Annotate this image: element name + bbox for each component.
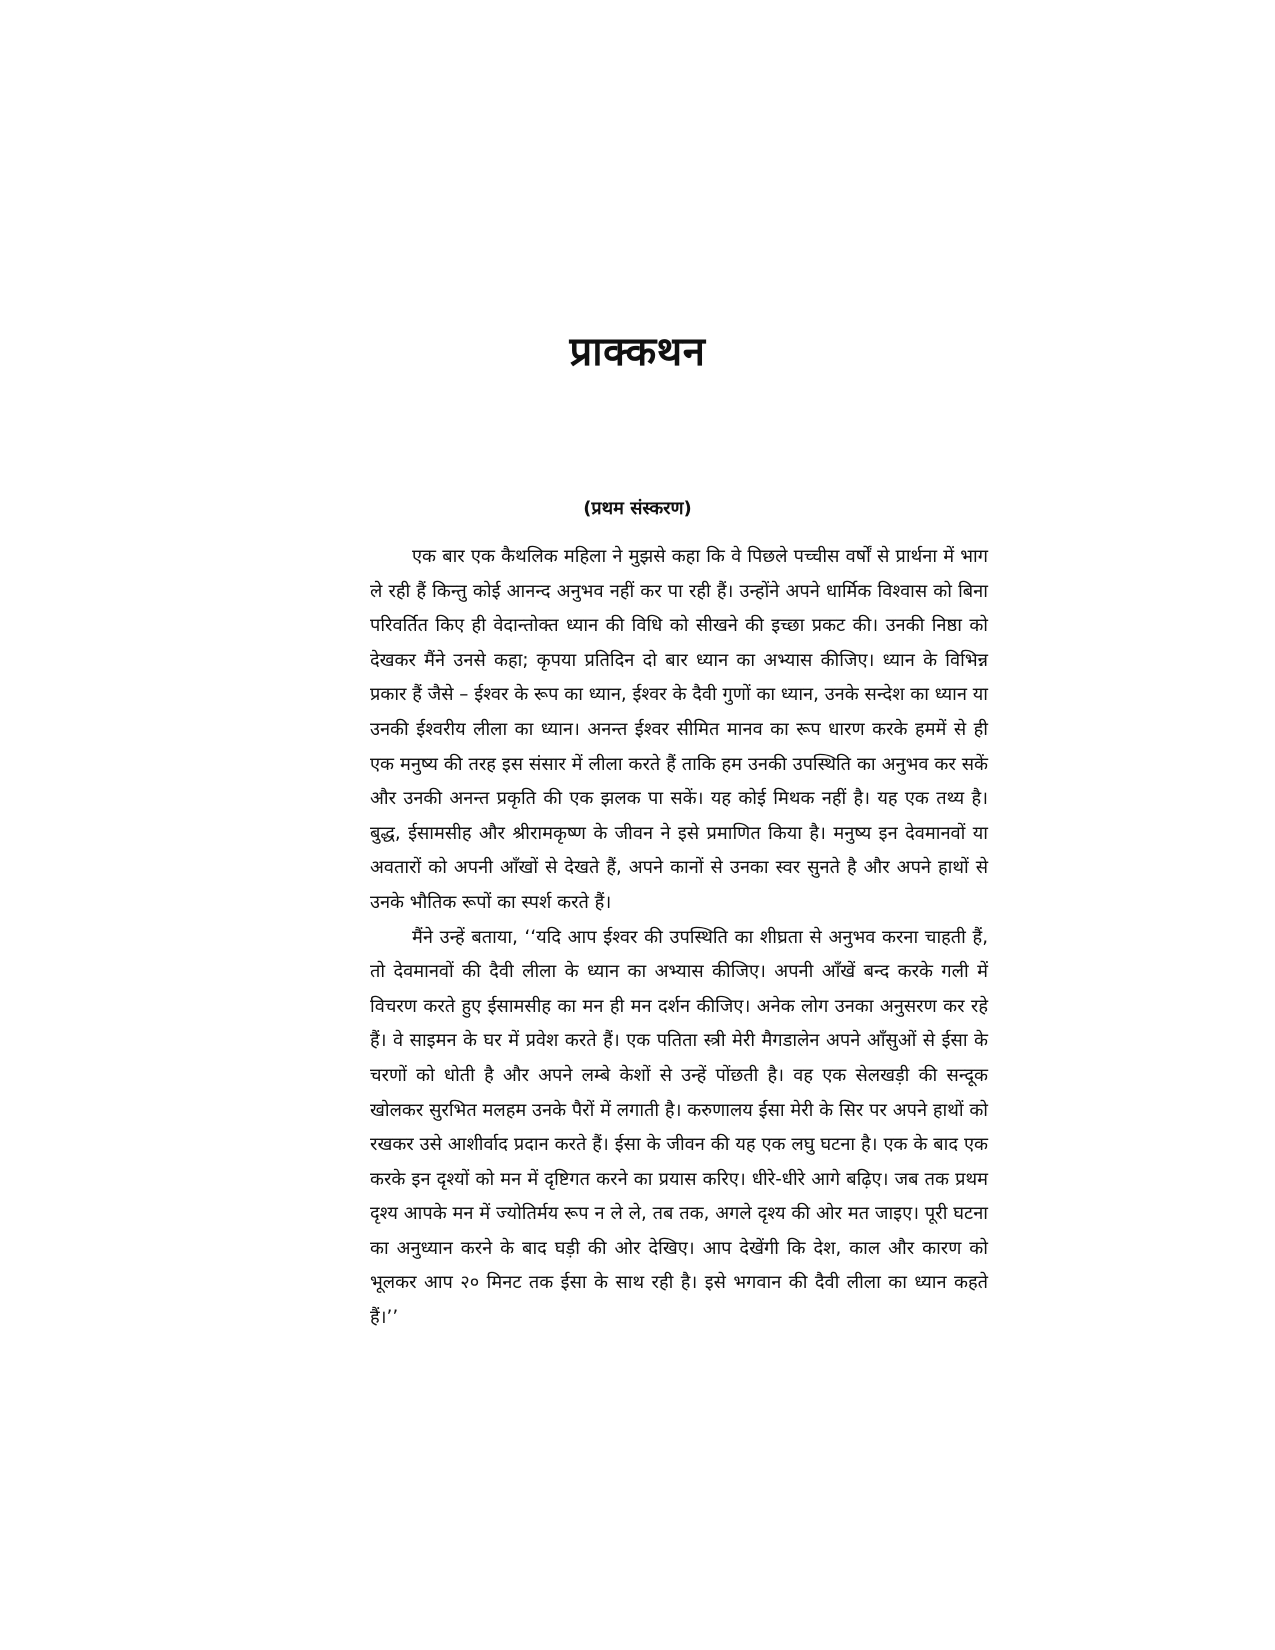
paragraph-1: एक बार एक कैथलिक महिला ने मुझसे कहा कि वे पिछले पच्चीस वर्षों से प्रार्थना में भाग ले रही हैं किन्तु कोई आनन्द अनुभव नहीं कर पा रही हैं। उन्होंने अपने धार्मिक विश्वास को बिना परिवर्तित किए ही वेदान्तोक्त ध्यान की विधि को सीखने की इच्छा प्रकट की। उनकी निष्ठा को देखकर मैंने उनसे कहा; कृपया प्रतिदिन दो बार ध्यान का अभ्यास कीजिए। ध्यान के विभिन्न प्रकार हैं जैसे – ईश्वर के रूप का ध्यान, ईश्वर के दैवी गुणों का ध्यान, उनके सन्देश का ध्यान या उनकी ईश्वरीय लीला का ध्यान। अनन्त ईश्वर सीमित मानव का रूप धारण करके हममें से ही एक मनुष्य की तरह इस संसार में लीला करते हैं ताकि हम उनकी उपस्थिति का अनुभव कर सकें और उनकी अनन्त प्रकृति की एक झलक पा सकें। यह कोई मिथक नहीं है। यह एक तथ्य है। बुद्ध, ईसामसीह और श्रीरामकृष्ण के जीवन ने इसे प्रमाणित किया है। मनुष्य इन देवमानवों या अवतारों को अपनी आँखों से देखते हैं, अपने कानों से उनका स्वर सुनते है और अपने हाथों से उनके भौतिक रूपों का स्पर्श करते हैं। xyxy=(370,546,988,913)
paragraph-2: मैंने उन्हें बताया, ‘‘यदि आप ईश्वर की उपस्थिति का शीघ्रता से अनुभव करना चाहती हैं, तो देवमानवों की दैवी लीला के ध्यान का अभ्यास कीजिए। अपनी आँखें बन्द करके गली में विचरण करते हुए ईसामसीह का मन ही मन दर्शन कीजिए। अनेक लोग उनका अनुसरण कर रहे हैं। वे साइमन के घर में प्रवेश करते हैं। एक पतिता स्त्री मेरी मैगडालेन अपने आँसुओं से ईसा के चरणों को धोती है और अपने लम्बे केशों से उन्हें पोंछती है। वह एक सेलखड़ी की सन्दूक खोलकर सुरभित मलहम उनके पैरों में लगाती है। करुणालय ईसा मेरी के सिर पर अपने हाथों को रखकर उसे आशीर्वाद प्रदान करते हैं। ईसा के जीवन की यह एक लघु घटना है। एक के बाद एक करके इन दृश्यों को मन में दृष्टिगत करने का प्रयास करिए। धीरे-धीरे आगे बढ़िए। जब तक प्रथम दृश्य आपके मन में ज्योतिर्मय रूप न ले ले, तब तक, अगले दृश्य की ओर मत जाइए। पूरी घटना का अनुध्यान करने के बाद घड़ी की ओर देखिए। आप देखेंगी कि देश, काल और कारण को भूलकर आप २० मिनट तक ईसा के साथ रही है। इसे भगवान की दैवी लीला का ध्यान कहते हैं।’’ xyxy=(370,926,989,1329)
body-text xyxy=(370,540,988,1336)
page-subtitle: (प्रथम संस्करण) xyxy=(583,498,692,519)
page-title: प्राक्कथन xyxy=(569,329,706,375)
